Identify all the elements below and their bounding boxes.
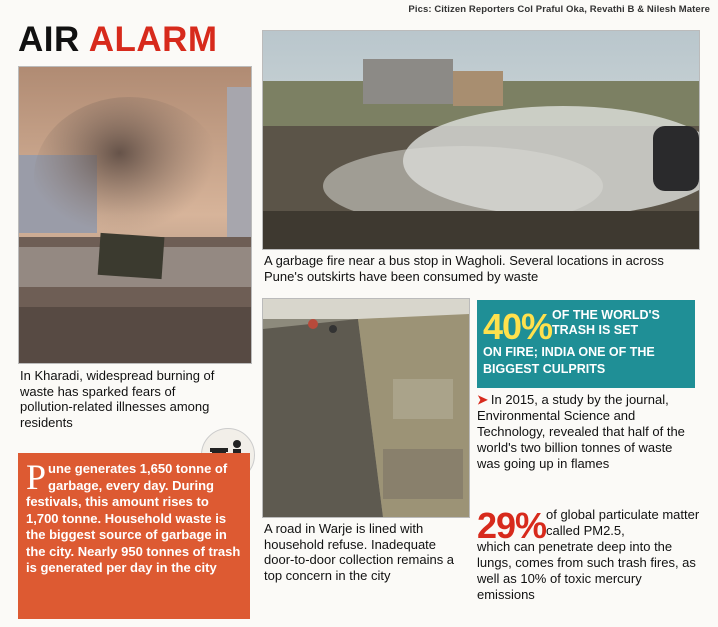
wagholi-photo (262, 30, 700, 250)
fact-study (477, 392, 699, 472)
stat-40-box (477, 300, 695, 388)
garbage-stats-panel (18, 453, 250, 619)
caption-warje: A road in Warje is lined with household refuse. Inadequate door-to-door collection remains a top concern in the city (264, 521, 455, 583)
fact-study-text: In 2015, a study by the journal, Environmental Science and Technology, revealed that half of the world's two billion tonnes of waste was going up in flames (477, 392, 685, 471)
garbage-stats-text (26, 457, 244, 577)
stat-29-text-a: of global particulate matter called PM2.5, (546, 507, 700, 538)
headline (18, 20, 218, 60)
stat-40-line2: ON FIRE; INDIA ONE OF THE BIGGEST CULPRITS (483, 345, 655, 376)
caption-kharadi: In Kharadi, widespread burning of waste has sparked fears of pollution-related illnesses among residents (20, 368, 215, 430)
stat-29-percent: 29% (477, 505, 547, 546)
photo-credits: Pics: Citizen Reporters Col Praful Oka, Revathi B & Nilesh Matere (408, 4, 710, 15)
stat-40-line1: OF THE WORLD'S TRASH IS SET (552, 308, 660, 337)
caption-wagholi: A garbage fire near a bus stop in Wagholi. Several locations in across Pune's outskirts have been consumed by waste (264, 253, 664, 284)
headline-word-alarm: ALARM (88, 20, 218, 59)
dropcap: P (26, 457, 47, 497)
warje-photo (262, 298, 470, 518)
headline-word-air: AIR (18, 20, 80, 59)
kharadi-photo-image (19, 67, 251, 363)
stat-29-text-b: which can penetrate deep into the lungs, comes from such trash fires, as well as 10% of toxic mercury emissions (477, 539, 696, 602)
kharadi-photo (18, 66, 252, 364)
stat-40-percent: 40% (483, 306, 553, 347)
arrow-right-icon: ➤ (477, 392, 488, 407)
garbage-stats-body: une generates 1,650 tonne of garbage, every day. During festivals, this amount rises to 1,700 tonne. Household waste is the biggest source of garbage in the city. Nearly 950 tonnes of trash is generated per day in the city (26, 461, 241, 575)
warje-photo-image (263, 299, 469, 517)
wagholi-photo-image (263, 31, 699, 249)
